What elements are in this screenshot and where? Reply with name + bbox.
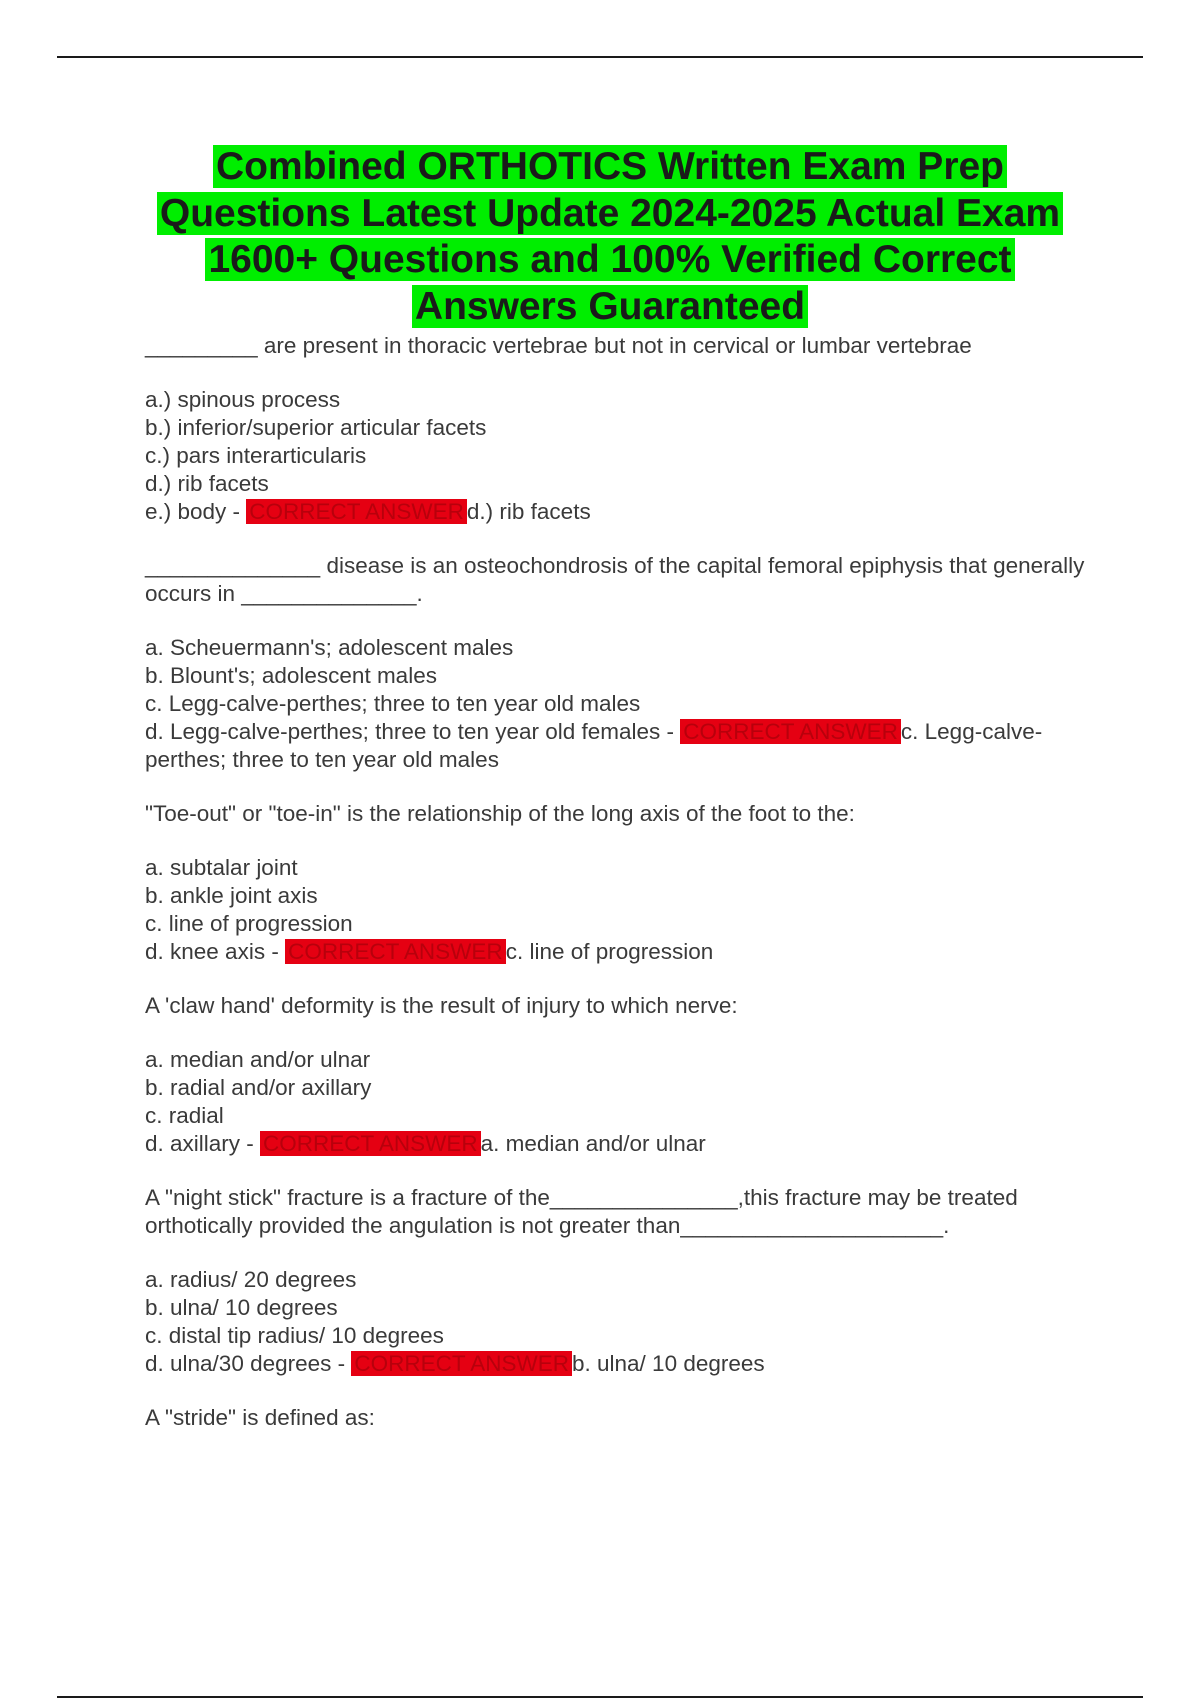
answer-option-with-answer [145,718,1085,774]
answer-option: d. knee axis - [145,939,286,964]
bottom-rule [57,1696,1143,1698]
answer-option: b.) inferior/superior articular facets [145,415,487,440]
correct-answer-text: b. ulna/ 10 degrees [572,1351,765,1376]
answer-option-with-answer [145,1350,1085,1378]
question-list [145,332,1085,1432]
answer-option: a. subtalar joint [145,855,298,880]
answer-option-with-answer [145,1130,1085,1158]
answer-option: a.) spinous process [145,387,341,412]
answer-option: d. ulna/30 degrees - [145,1351,352,1376]
question-prompt: A "night stick" fracture is a fracture of the_______________,this fracture may be treated orthotically provided the angulation is not greater than_____________________. [145,1185,1018,1238]
question-prompt: A "stride" is defined as: [145,1405,375,1430]
answer-option: b. ulna/ 10 degrees [145,1295,338,1320]
question-prompt: ______________ disease is an osteochondrosis of the capital femoral epiphysis that generally occurs in ______________. [145,553,1085,606]
top-rule [57,56,1143,58]
answer-option: a. radius/ 20 degrees [145,1267,357,1292]
answer-option-with-answer [145,938,1085,966]
title-highlight: Combined ORTHOTICS Written Exam Prep Questions Latest Update 2024-2025 Actual Exam 1600+ Questions and 100% Verified Correct Answers Guaranteed [157,145,1063,328]
question-prompt: "Toe-out" or "toe-in" is the relationship of the long axis of the foot to the: [145,801,855,826]
answer-option: b. ankle joint axis [145,883,318,908]
correct-answer-text: d.) rib facets [466,499,591,524]
answer-option: a. median and/or ulnar [145,1047,371,1072]
correct-answer-tag: CORRECT ANSWER [246,499,467,524]
answer-option: b. Blount's; adolescent males [145,663,437,688]
correct-answer-text: c. Legg-calve-perthes; three to ten year old males [145,719,1043,772]
answer-option: c. Legg-calve-perthes; three to ten year old males [145,691,641,716]
correct-answer-text: a. median and/or ulnar [480,1131,706,1156]
answer-option: a. Scheuermann's; adolescent males [145,635,514,660]
correct-answer-tag: CORRECT ANSWER [351,1351,572,1376]
answer-option: c. line of progression [145,911,353,936]
answer-option: d. axillary - [145,1131,261,1156]
answer-option: e.) body - [145,499,247,524]
answer-option: d.) rib facets [145,471,269,496]
correct-answer-tag: CORRECT ANSWER [285,939,506,964]
correct-answer-tag: CORRECT ANSWER [260,1131,481,1156]
answer-option: c.) pars interarticularis [145,443,367,468]
answer-option: c. radial [145,1103,224,1128]
question-prompt: _________ are present in thoracic vertebrae but not in cervical or lumbar vertebrae [145,333,972,358]
document-title-block [140,144,1080,330]
answer-option: d. Legg-calve-perthes; three to ten year old females - [145,719,681,744]
correct-answer-tag: CORRECT ANSWER [680,719,901,744]
answer-option-with-answer [145,498,1085,526]
document-title [140,144,1080,330]
answer-option: b. radial and/or axillary [145,1075,372,1100]
question-prompt: A 'claw hand' deformity is the result of injury to which nerve: [145,993,738,1018]
answer-option: c. distal tip radius/ 10 degrees [145,1323,444,1348]
correct-answer-text: c. line of progression [505,939,714,964]
